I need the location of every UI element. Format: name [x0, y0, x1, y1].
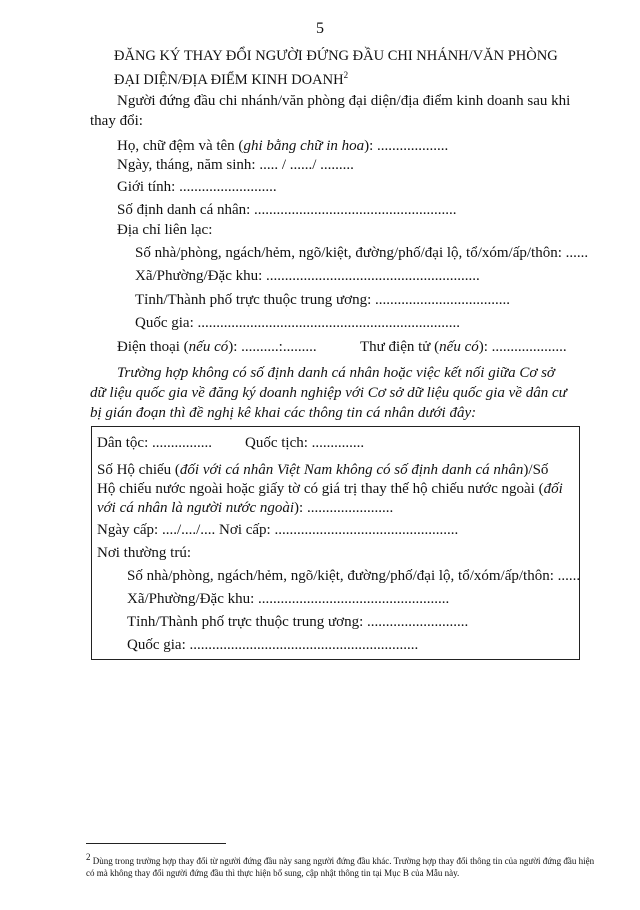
email-field: [360, 337, 567, 357]
passport-blank: ): .......................: [294, 500, 394, 516]
phone-field: [117, 337, 317, 357]
note-line-3: bị gián đoạn thì đề nghị kê khai các thông tin cá nhân dưới đây:: [90, 405, 477, 421]
id-number-field: Số định danh cá nhân: ......................................................: [117, 202, 457, 218]
phone-label: Điện thoại (: [117, 339, 189, 355]
footnote-divider: [86, 843, 226, 844]
name-label: Họ, chữ đệm và tên (: [117, 138, 244, 154]
house-field: Số nhà/phòng, ngách/hẻm, ngõ/kiệt, đường/phố/đại lộ, tổ/xóm/ấp/thôn: ......: [135, 245, 589, 261]
residence-province-field: Tỉnh/Thành phố trực thuộc trung ương: ...........................: [127, 614, 469, 630]
passport-foreign-label: Hộ chiếu nước ngoài hoặc giấy tờ có giá trị thay thế hộ chiếu nước ngoài (: [97, 481, 544, 497]
passport-label-end: )/Số: [523, 462, 549, 478]
province-field: Tỉnh/Thành phố trực thuộc trung ương: ....................................: [135, 292, 510, 308]
nationality-field: Quốc tịch: ..............: [245, 435, 365, 451]
phone-blank: ): ..........:.........: [228, 339, 317, 355]
name-hint: ghi bằng chữ in hoa: [243, 138, 365, 154]
page-number: 5: [316, 20, 324, 37]
intro-line-2: thay đổi:: [90, 113, 143, 129]
note-line-1: Trường hợp không có số định danh cá nhân hoặc việc kết nối giữa Cơ sở: [117, 365, 555, 381]
footnote: [86, 851, 596, 879]
title-footnote-mark: 2: [343, 70, 349, 80]
intro-line-1: Người đứng đầu chi nhánh/văn phòng đại diện/địa điểm kinh doanh sau khi: [117, 93, 571, 109]
contact-address-label: Địa chỉ liên lạc:: [117, 222, 213, 238]
name-field: [117, 136, 448, 156]
email-blank: ): ....................: [478, 339, 567, 355]
passport-label: Số Hộ chiếu (: [97, 462, 180, 478]
passport-foreign-hint-2: với cá nhân là người nước ngoài: [97, 500, 295, 516]
name-blank: ): ...................: [364, 138, 449, 154]
title-line-1: ĐĂNG KÝ THAY ĐỔI NGƯỜI ĐỨNG ĐẦU CHI NHÁNH/VĂN PHÒNG: [114, 48, 558, 64]
email-optional: nếu có: [439, 339, 479, 355]
country-field: Quốc gia: ......................................................................: [135, 315, 460, 331]
gender-field: Giới tính: ..........................: [117, 179, 277, 195]
passport-line-3: [97, 498, 393, 518]
note-line-2: dữ liệu quốc gia về đăng ký doanh nghiệp với Cơ sở dữ liệu quốc gia về dân cư: [90, 385, 567, 401]
form-title: [114, 47, 594, 90]
passport-hint: đối với cá nhân Việt Nam không có số định danh cá nhân: [179, 462, 524, 478]
title-line-2: [114, 66, 594, 90]
phone-optional: nếu có: [188, 339, 229, 355]
email-label: Thư điện tử (: [360, 339, 440, 355]
footnote-text: Dùng trong trường hợp thay đổi từ người đứng đầu này sang người đứng đầu khác. Trường hợp thay đổi thông tin của người đứng đầu hiện có mà không thay đổi người đứng đầu thì thực hiện bổ sung, cập nhật thông tin tại Mục B của Mẫu này.: [86, 856, 595, 878]
footnote-mark: 2: [86, 852, 91, 862]
passport-foreign-hint: đối: [543, 481, 563, 497]
passport-line-2: [97, 479, 563, 499]
dob-field: Ngày, tháng, năm sinh: ..... / ....../ .........: [117, 157, 354, 173]
passport-line-1: [97, 460, 548, 480]
residence-ward-field: Xã/Phường/Đặc khu: ...................................................: [127, 591, 450, 607]
title-line-2-text: ĐẠI DIỆN/ĐỊA ĐIỂM KINH DOANH: [114, 71, 344, 88]
ethnicity-field: Dân tộc: ................: [97, 435, 212, 451]
residence-house-field: Số nhà/phòng, ngách/hẻm, ngõ/kiệt, đường/phố/đại lộ, tổ/xóm/ấp/thôn: ......: [127, 568, 581, 584]
residence-label: Nơi thường trú:: [97, 545, 191, 561]
ward-field: Xã/Phường/Đặc khu: .........................................................: [135, 268, 480, 284]
residence-country-field: Quốc gia: .............................................................: [127, 637, 419, 653]
issue-field: Ngày cấp: ..../..../.... Nơi cấp: .................................................: [97, 522, 459, 538]
